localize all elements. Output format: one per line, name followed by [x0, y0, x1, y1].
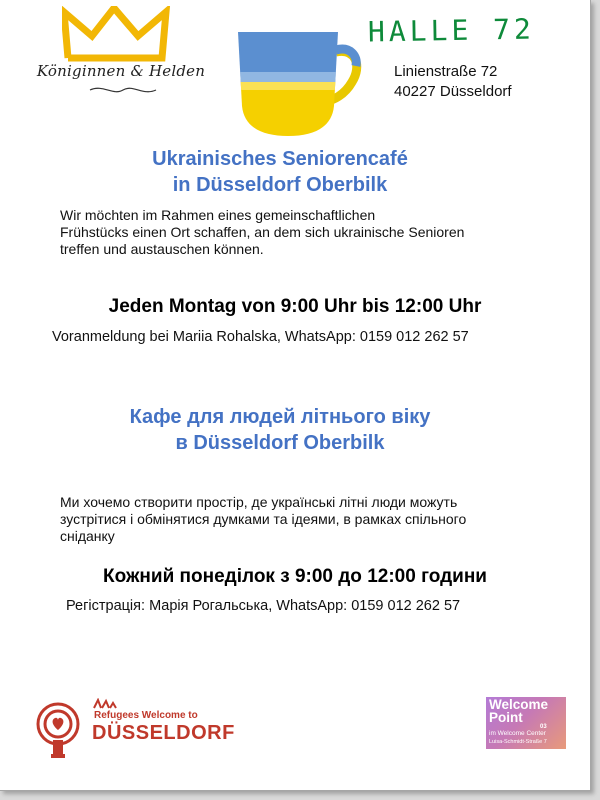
ukrainian-title [90, 404, 470, 456]
ear-heart-icon [36, 700, 86, 760]
german-title-line2: in Düsseldorf Oberbilk [172, 174, 388, 196]
address-city: 40227 Düsseldorf [394, 83, 512, 100]
german-description-line2: Frühstücks einen Ort schaffen, an dem sich ukrainische Senioren [60, 224, 465, 240]
refugees-welcome-logo [36, 700, 256, 760]
address-street: Linienstraße 72 [394, 63, 498, 80]
german-schedule: Jeden Montag von 9:00 Uhr bis 12:00 Uhr [108, 296, 482, 317]
running-family-icon [92, 698, 122, 710]
koeniginnen-helden-logo [28, 6, 208, 98]
welcome-point-line1: Welcome [489, 697, 549, 712]
ukrainian-description [60, 494, 560, 545]
flourish-icon [88, 84, 158, 96]
german-description-line3: treffen und austauschen können. [60, 241, 264, 257]
koeniginnen-helden-text: Königinnen & Helden [36, 62, 206, 80]
halle-72-logo: HALLE 72 [367, 12, 536, 49]
refugees-welcome-city: DÜSSELDORF [92, 722, 235, 744]
ukrainian-title-line1: Кафе для людей літнього віку [129, 406, 431, 428]
german-description [60, 207, 560, 258]
german-title-line1: Ukrainisches Seniorencafé [152, 148, 408, 170]
welcome-point-line4: Luisa-Schmidt-Straße 7 [489, 739, 547, 745]
german-title [110, 146, 450, 198]
ukrainian-description-line3: сніданку [60, 528, 115, 544]
ukrainian-schedule: Кожний понеділок з 9:00 до 12:00 години [103, 566, 487, 587]
welcome-point-line2: Point [489, 710, 523, 725]
german-registration: Voranmeldung bei Mariia Rohalska, WhatsApp: 0159 012 262 57 [52, 329, 469, 345]
address [394, 62, 512, 102]
ukrainian-description-line2: зустрітися і обмінятися думками та ідеями, в рамках спільного [60, 511, 467, 527]
ukrainian-cup-icon [232, 26, 362, 138]
ukrainian-title-line2: в Düsseldorf Oberbilk [175, 432, 385, 454]
ukrainian-registration: Регістрація: Марія Рогальська, WhatsApp: 0159 012 262 57 [66, 598, 461, 614]
ukrainian-description-line1: Ми хочемо створити простір, де українські літні люди можуть [60, 494, 458, 510]
german-description-line1: Wir möchten im Rahmen eines gemeinschaftlichen [60, 207, 376, 223]
refugees-welcome-text: Refugees Welcome to [94, 710, 198, 721]
welcome-point-logo [486, 697, 566, 749]
welcome-point-line3: im Welcome Center [489, 730, 546, 737]
welcome-point-number: 03 [540, 724, 547, 730]
crown-icon [62, 6, 172, 62]
